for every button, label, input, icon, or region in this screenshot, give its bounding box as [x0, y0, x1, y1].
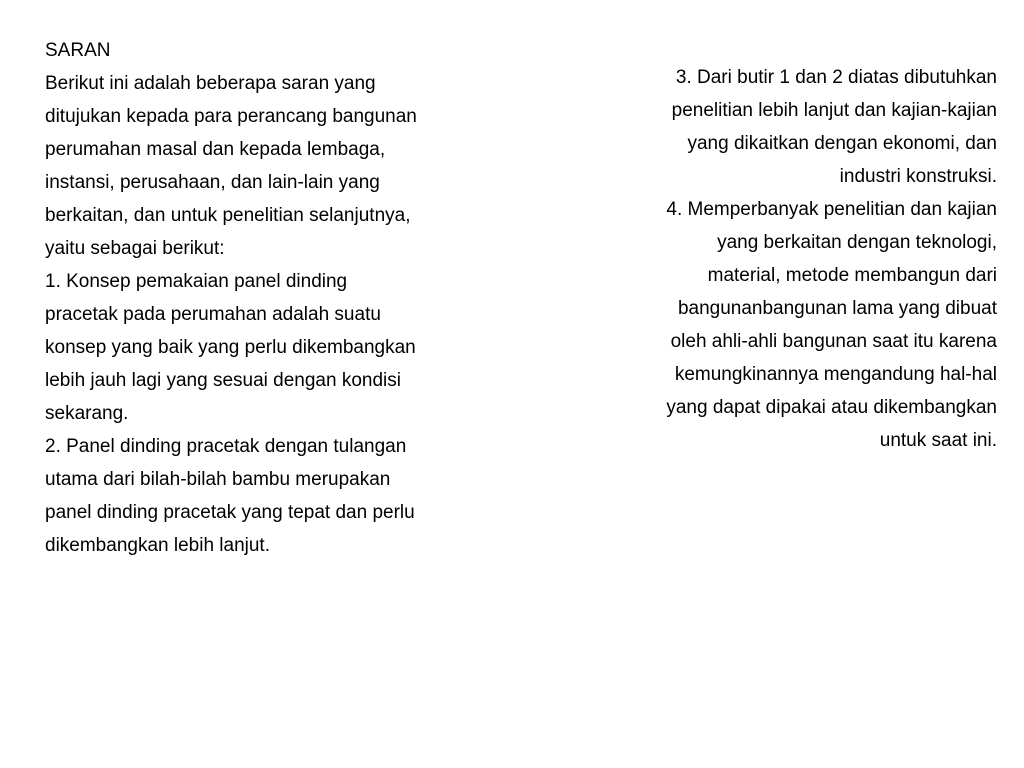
text-line: yaitu sebagai berikut:	[45, 238, 225, 259]
text-line: sekarang.	[45, 403, 129, 424]
section-heading: SARAN	[45, 40, 111, 61]
text-line: instansi, perusahaan, dan lain-lain yang	[45, 172, 380, 193]
text-line: 4. Memperbanyak penelitian dan kajian	[666, 199, 997, 220]
right-column	[540, 61, 997, 457]
text-line: perumahan masal dan kepada lembaga,	[45, 139, 386, 160]
text-line: untuk saat ini.	[879, 430, 997, 451]
text-line: yang dapat dipakai atau dikembangkan	[666, 397, 997, 418]
text-line: yang dikaitkan dengan ekonomi, dan	[687, 133, 997, 154]
text-line: 1. Konsep pemakaian panel dinding	[45, 271, 348, 292]
text-line: berkaitan, dan untuk penelitian selanjutnya,	[45, 205, 411, 226]
text-line: bangunanbangunan lama yang dibuat	[677, 298, 997, 319]
text-line: material, metode membangun dari	[707, 265, 997, 286]
text-line: yang berkaitan dengan teknologi,	[717, 232, 997, 253]
text-line: Berikut ini adalah beberapa saran yang	[45, 73, 376, 94]
left-column	[45, 34, 535, 562]
text-line: ditujukan kepada para perancang bangunan	[45, 106, 417, 127]
text-line: lebih jauh lagi yang sesuai dengan kondisi	[45, 370, 401, 391]
text-line: pracetak pada perumahan adalah suatu	[45, 304, 381, 325]
text-line: kemungkinannya mengandung hal-hal	[674, 364, 997, 385]
text-line: dikembangkan lebih lanjut.	[45, 535, 270, 556]
text-line: oleh ahli-ahli bangunan saat itu karena	[670, 331, 997, 352]
text-line: 3. Dari butir 1 dan 2 diatas dibutuhkan	[675, 67, 997, 88]
text-line: konsep yang baik yang perlu dikembangkan	[45, 337, 416, 358]
text-line: utama dari bilah-bilah bambu merupakan	[45, 469, 391, 490]
text-line: penelitian lebih lanjut dan kajian-kajian	[671, 100, 997, 121]
text-line: panel dinding pracetak yang tepat dan perlu	[45, 502, 415, 523]
text-line: industri konstruksi.	[839, 166, 997, 187]
text-line: 2. Panel dinding pracetak dengan tulangan	[45, 436, 407, 457]
